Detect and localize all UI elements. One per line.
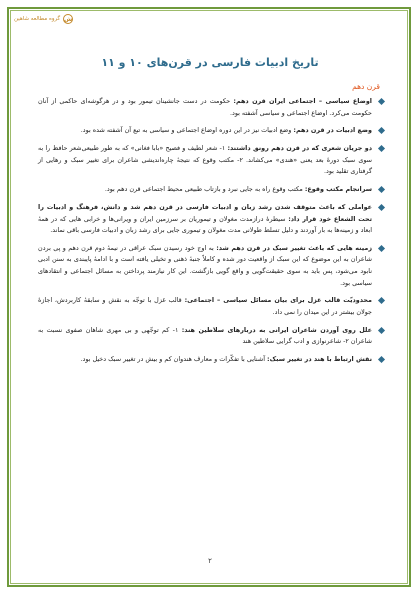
item-lead: دو جریان شعری که در قرن دهم رونق داشتند:	[227, 144, 372, 153]
item-text: ۱- کم توجّهی و بی مهری شاهان صفوی نسبت به شاعران ۲- شاعرنوازی و ادب گرایی سلاطین هند	[38, 325, 372, 346]
item-lead: وضع ادبیات در قرن دهم:	[293, 126, 372, 135]
diamond-bullet-icon	[378, 127, 385, 134]
list-item	[38, 96, 384, 119]
item-text: قالب غزل با توجّه به نقش و سابقۀ کاربردش، اجازۀ جولان بیشتر در این میدان را نمی داد.	[38, 296, 372, 317]
item-text: سیطرۀ درازمدت مغولان و تیموریان بر سرزمین ایران و ویرانی‌ها و خرابی هایی که در همۀ ابعاد و زمینه‌ها به بار آوردند و دلیل تسلط طولانی مدت مغولان و تیموری جایی برای رشد زبان و ادبیات فارسی باقی نماند.	[38, 214, 372, 235]
diamond-bullet-icon	[378, 98, 385, 105]
item-text: حکومت در دست جانشینان تیمور بود و در هرگوشه‌ای حاکمی از آنان حکومت می‌کرد. اوضاع اجتماعی و سیاسی آشفته بود.	[38, 97, 372, 117]
item-lead: زمینه هایی که باعث تغییر سبک در قرن دهم شد:	[216, 243, 373, 252]
list-item	[38, 243, 384, 289]
item-lead: علل روی آوردن شاعران ایرانی به دربارهای سلاطین هند:	[181, 325, 372, 334]
logo-icon: ش	[64, 15, 73, 23]
list-item	[38, 325, 384, 348]
list-item	[38, 202, 384, 237]
item-text: ۱- شعر لطیف و فصیح «بابا فغانی» که به طور طبیعی‌شعر حافظ را به سوی سبک دورۀ بعد یعنی «هندی» می‌کشاند. ۲- مکتب وقوع که نتیجۀ چاره‌اندیشی شاعران برای تغییر سبک و رهایی از گرفتاری تقلید بود.	[38, 144, 372, 176]
item-lead: نقش ارتباط با هند در تغییر سبک:	[267, 355, 372, 364]
logo-text: گروه مطالعه شاهین	[14, 16, 61, 22]
list-item	[38, 125, 384, 137]
section-heading: قرن دهم	[352, 82, 380, 91]
list-item	[38, 143, 384, 178]
item-text: به اوج خود رسیدن سبک عراقی در نیمۀ دوم قرن دهم و پی بردن شاعران به این موضوع که این سبک از واقعیت دور شده و کاملاً جنبۀ ذهنی و تخیلی یافته است و با ادامۀ پایبندی به سنن ادبی نابود می‌شود، پس باید به سوی حقیقت‌گویی و واقع گویی بازگشت. این کار نیازمند پرداختن به مسائل اجتماعی و انتقادهای سیاسی بود.	[38, 243, 372, 287]
diamond-bullet-icon	[378, 327, 385, 334]
publisher-logo	[14, 14, 73, 24]
list-item	[38, 295, 384, 318]
list-item	[38, 354, 384, 366]
diamond-bullet-icon	[378, 356, 385, 363]
page-number: ۲	[208, 557, 212, 565]
diamond-bullet-icon	[378, 145, 385, 152]
item-text: وضع ادبیات نیز در این دوره اوضاع اجتماعی و سیاسی به تبع آن آشفته شده بود.	[80, 126, 294, 135]
diamond-bullet-icon	[378, 297, 385, 304]
item-lead: عواملی که باعث متوقف شدن رشد زبان و ادبیات فارسی در قرن دهم شد و دانش، فرهنگ و ادبیات را تحت الشعاع خود قرار داد:	[38, 202, 372, 223]
list-item	[38, 184, 384, 196]
diamond-bullet-icon	[378, 204, 385, 211]
diamond-bullet-icon	[378, 245, 385, 252]
item-text: مکتب وقوع راه به جایی نبرد و بازتاب طبیعی محیط اجتماعی قرن دهم بود.	[104, 185, 305, 194]
page-title: تاریخ ادبیات فارسی در قرن‌های ۱۰ و ۱۱	[101, 56, 319, 69]
content-body	[38, 96, 384, 372]
item-lead: اوضاع سیاسی – اجتماعی ایران قرن دهم:	[233, 97, 372, 105]
item-lead: سرانجام مکتب وقوع:	[304, 185, 372, 194]
item-text: آشنایی با تفکّرات و معارف هندوان کم و بیش در تغییر سبک دخیل بود.	[80, 355, 268, 364]
diamond-bullet-icon	[378, 186, 385, 193]
item-lead: محدودیّت قالب غزل برای بیان مسائل سیاسی – اجتماعی:	[184, 296, 372, 305]
